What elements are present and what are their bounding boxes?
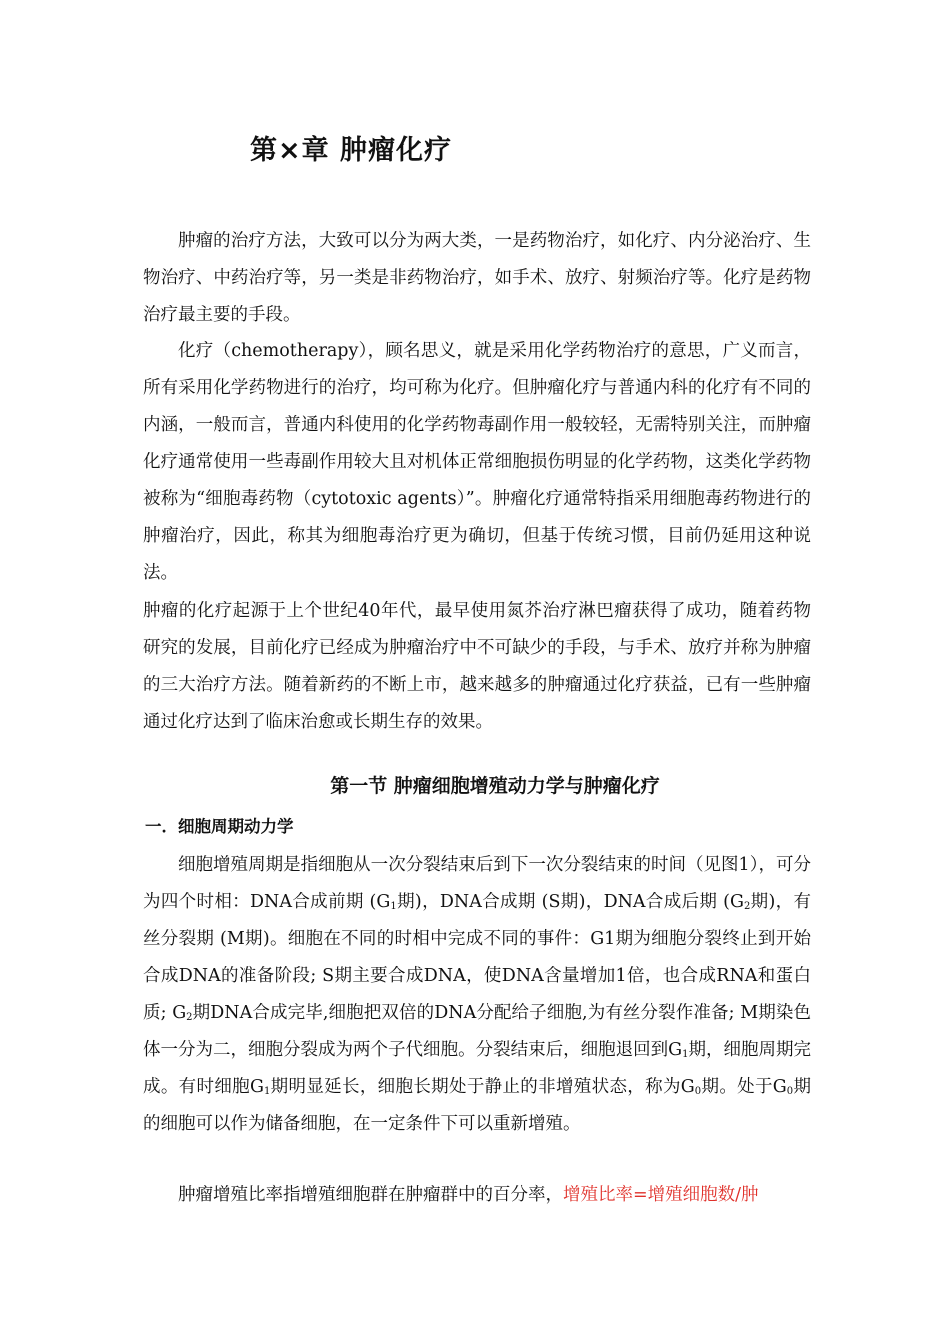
text-run: 期的细胞可以作为储备细胞，在一定条件下可以重新增殖。 [143, 1077, 812, 1134]
text-run: 期DNA合成完毕,细胞把双倍的DNA分配给子细胞,为有丝分裂作准备; M期染色体一分为二，细胞分裂成为两个子代细胞。分裂结束后，细胞退回到G [143, 1003, 811, 1060]
subscript: 2 [743, 901, 751, 912]
text-run: 肿瘤增殖比率指增殖细胞群在肿瘤群中的百分率， [178, 1185, 563, 1205]
text-run: 期)，DNA合成期 (S期)，DNA合成后期 (G [396, 892, 744, 912]
cell-cycle-paragraph [143, 847, 811, 1143]
subscript: 1 [263, 1086, 271, 1097]
intro-paragraph-3: 肿瘤的化疗起源于上个世纪40年代，最早使用氮芥治疗淋巴瘤获得了成功，随着药物研究的发展，目前化疗已经成为肿瘤治疗中不可缺少的手段，与手术、放疗并称为肿瘤的三大治疗方法。随着新药的不断上市，越来越多的肿瘤通过化疗获益，已有一些肿瘤通过化疗达到了临床治愈或长期生存的效果。 [143, 601, 811, 732]
subscript: 0 [786, 1086, 794, 1097]
growth-fraction-formula: 增殖比率=增殖细胞数/肿 [563, 1185, 759, 1205]
subscript: 0 [694, 1086, 702, 1097]
chapter-title: 第×章 肿瘤化疗 [250, 135, 453, 166]
text-run: 期，细胞周期完成。有时细胞G [143, 1040, 811, 1097]
text-run: 期。处于G [701, 1077, 787, 1097]
text-run: 细胞增殖周期是指细胞从一次分裂结束后到下一次分裂结束的时间（见图1），可分为四个时相：DNA合成前期 (G [143, 855, 811, 912]
text-run: 期明显延长，细胞长期处于静止的非增殖状态，称为G [270, 1077, 695, 1097]
text-run: 期)，有丝分裂期 (M期)。细胞在不同的时相中完成不同的事件：G1期为细胞分裂终止到开始合成DNA的准备阶段; S期主要合成DNA，使DNA含量增加1倍，也合成RNA和蛋白质; G [143, 892, 811, 1023]
subscript: 1 [682, 1049, 689, 1060]
intro-paragraph-1: 肿瘤的治疗方法，大致可以分为两大类，一是药物治疗，如化疗、内分泌治疗、生物治疗、中药治疗等，另一类是非药物治疗，如手术、放疗、射频治疗等。化疗是药物治疗最主要的手段。 [143, 231, 811, 325]
subscript: 2 [186, 1012, 193, 1023]
subsection-title: 一．细胞周期动力学 [145, 817, 294, 836]
growth-fraction-paragraph [143, 1177, 811, 1214]
section-title: 第一节 肿瘤细胞增殖动力学与肿瘤化疗 [330, 775, 660, 797]
intro-paragraph-2: 化疗（chemotherapy），顾名思义，就是采用化学药物治疗的意思，广义而言，所有采用化学药物进行的治疗，均可称为化疗。但肿瘤化疗与普通内科的化疗有不同的内涵，一般而言，普通内科使用的化学药物毒副作用一般较轻，无需特别关注，而肿瘤化疗通常使用一些毒副作用较大且对机体正常细胞损伤明显的化学药物，这类化学药物被称为“细胞毒药物（cytotoxic agents）”。肿瘤化疗通常特指采用细胞毒药物进行的肿瘤治疗，因此，称其为细胞毒治疗更为确切，但基于传统习惯，目前仍延用这种说法。 [143, 341, 811, 583]
subscript: 1 [390, 901, 397, 912]
